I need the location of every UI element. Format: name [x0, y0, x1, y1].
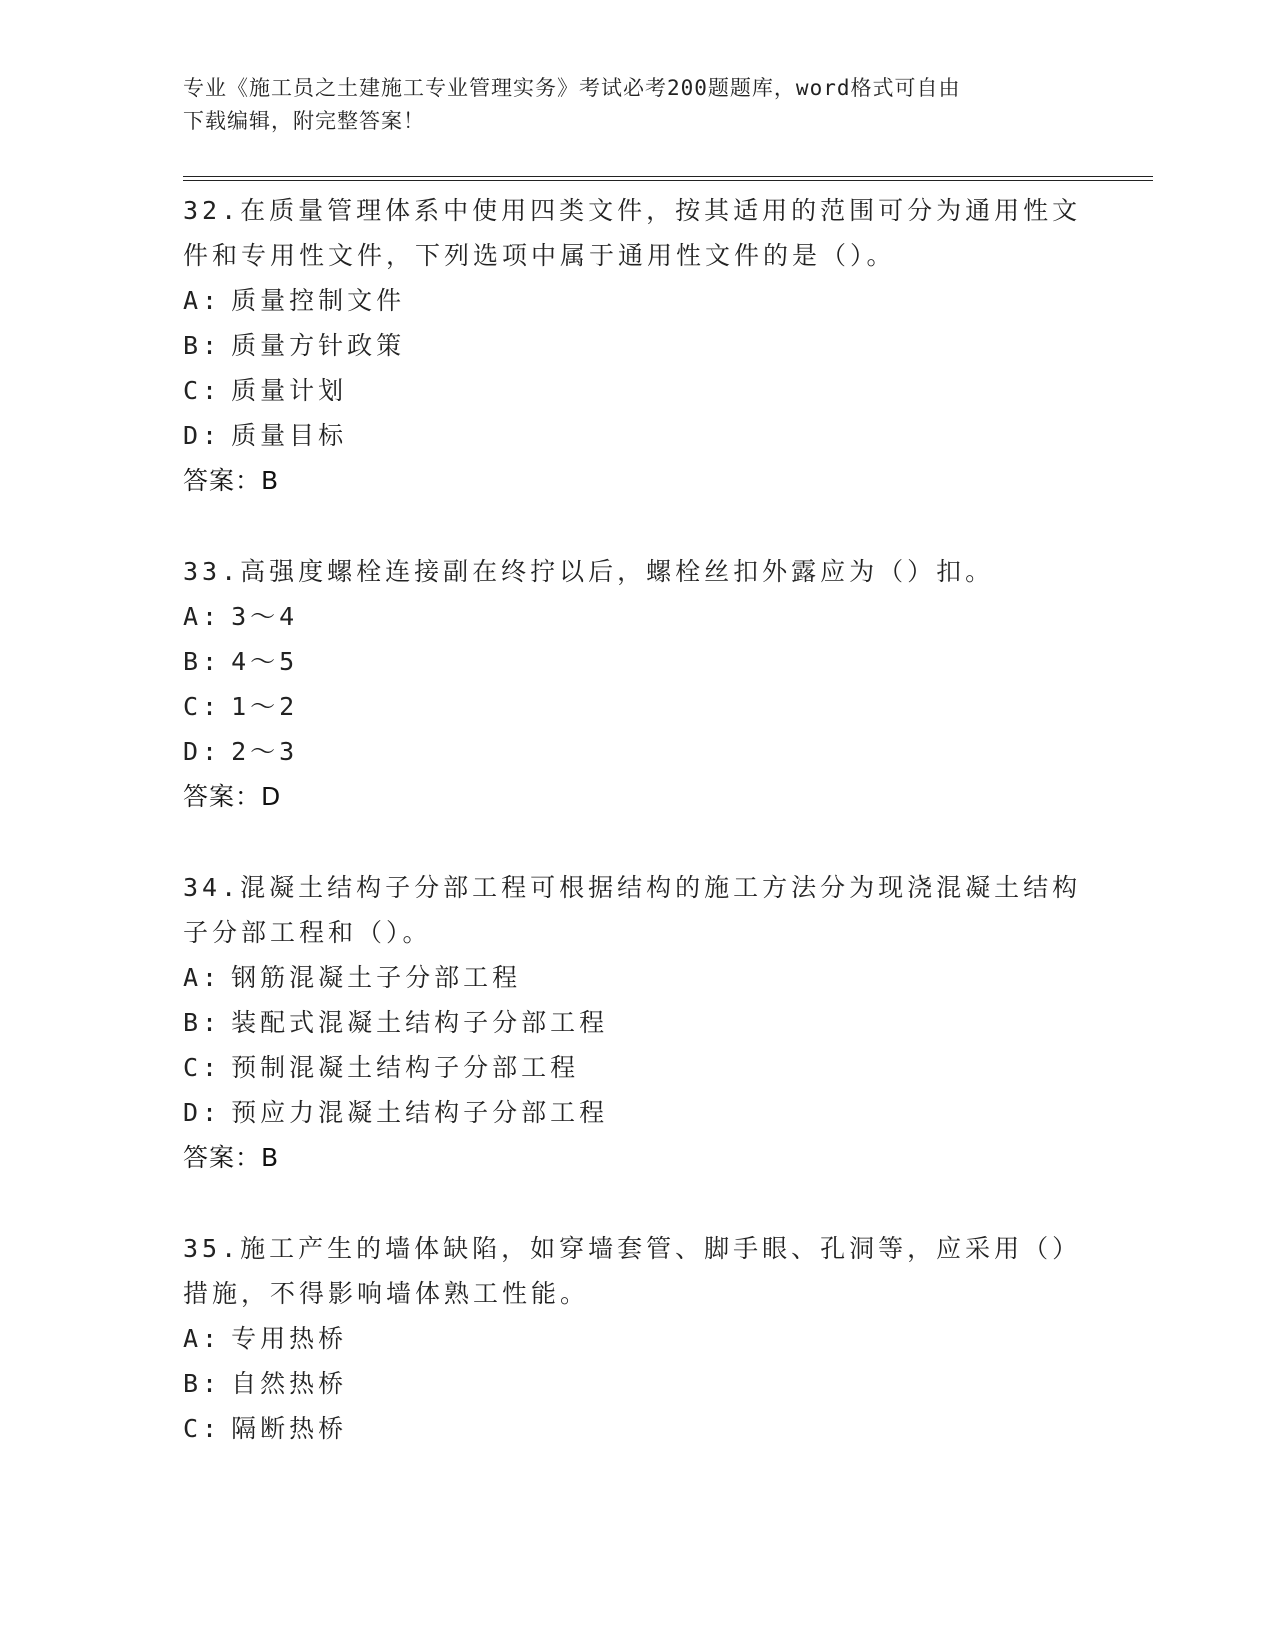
- option-c: [183, 1045, 1083, 1090]
- question-stem: [183, 1226, 1083, 1316]
- option-text: 质量方针政策: [231, 331, 406, 360]
- stem-line-2: 子分部工程和（）。: [183, 918, 432, 947]
- option-a: [183, 1316, 1083, 1361]
- option-text: 1～2: [231, 692, 299, 721]
- option-d: [183, 1090, 1083, 1135]
- option-letter: B:: [183, 1369, 222, 1398]
- option-a: [183, 955, 1083, 1000]
- question-33: [183, 549, 1083, 819]
- option-c: [183, 368, 1083, 413]
- question-32: [183, 188, 1083, 503]
- stem-line-1: 32.在质量管理体系中使用四类文件，按其适用的范围可分为通用性文: [183, 196, 1082, 225]
- option-c: [183, 684, 1083, 729]
- header-divider: [183, 176, 1153, 181]
- option-text: 装配式混凝土结构子分部工程: [231, 1008, 609, 1037]
- option-text: 预制混凝土结构子分部工程: [231, 1053, 580, 1082]
- option-text: 质量计划: [231, 376, 348, 405]
- option-text: 隔断热桥: [231, 1414, 348, 1443]
- option-a: [183, 594, 1083, 639]
- option-d: [183, 729, 1083, 774]
- option-letter: A:: [183, 1324, 222, 1353]
- stem-line-2: 件和专用性文件，下列选项中属于通用性文件的是（）。: [183, 241, 896, 270]
- option-text: 4～5: [231, 647, 299, 676]
- option-b: [183, 1000, 1083, 1045]
- stem-line-1: 33.高强度螺栓连接副在终拧以后，螺栓丝扣外露应为（）扣。: [183, 557, 995, 586]
- option-b: [183, 323, 1083, 368]
- header-line-1: 专业《施工员之土建施工专业管理实务》考试必考200题题库，word格式可自由: [183, 76, 961, 100]
- stem-line-2: 措施，不得影响墙体熟工性能。: [183, 1279, 590, 1308]
- question-stem: [183, 865, 1083, 955]
- option-text: 自然热桥: [231, 1369, 348, 1398]
- stem-line-1: 34.混凝土结构子分部工程可根据结构的施工方法分为现浇混凝土结构: [183, 873, 1082, 902]
- option-letter: D:: [183, 421, 222, 450]
- option-letter: B:: [183, 647, 222, 676]
- question-34: [183, 865, 1083, 1180]
- option-letter: A:: [183, 963, 222, 992]
- question-stem: [183, 188, 1083, 278]
- option-letter: D:: [183, 737, 222, 766]
- question-35: [183, 1226, 1083, 1451]
- option-text: 质量控制文件: [231, 286, 406, 315]
- option-letter: C:: [183, 692, 222, 721]
- document-header: [183, 72, 1063, 138]
- option-letter: C:: [183, 376, 222, 405]
- option-letter: C:: [183, 1414, 222, 1443]
- option-text: 预应力混凝土结构子分部工程: [231, 1098, 609, 1127]
- option-b: [183, 1361, 1083, 1406]
- option-text: 2～3: [231, 737, 299, 766]
- option-text: 专用热桥: [231, 1324, 348, 1353]
- stem-line-1: 35.施工产生的墙体缺陷，如穿墙套管、脚手眼、孔洞等，应采用（）: [183, 1234, 1082, 1263]
- option-letter: B:: [183, 331, 222, 360]
- option-a: [183, 278, 1083, 323]
- option-b: [183, 639, 1083, 684]
- option-c: [183, 1406, 1083, 1451]
- answer-text: 答案：B: [183, 1143, 280, 1172]
- option-letter: D:: [183, 1098, 222, 1127]
- option-letter: C:: [183, 1053, 222, 1082]
- option-letter: A:: [183, 286, 222, 315]
- option-text: 钢筋混凝土子分部工程: [231, 963, 522, 992]
- option-text: 质量目标: [231, 421, 348, 450]
- answer-text: 答案：D: [183, 782, 282, 811]
- option-letter: A:: [183, 602, 222, 631]
- header-line-2: 下载编辑，附完整答案！: [183, 109, 425, 133]
- question-stem: [183, 549, 1083, 594]
- answer-text: 答案：B: [183, 466, 280, 495]
- option-text: 3～4: [231, 602, 299, 631]
- option-d: [183, 413, 1083, 458]
- question-list: [183, 188, 1083, 1497]
- option-letter: B:: [183, 1008, 222, 1037]
